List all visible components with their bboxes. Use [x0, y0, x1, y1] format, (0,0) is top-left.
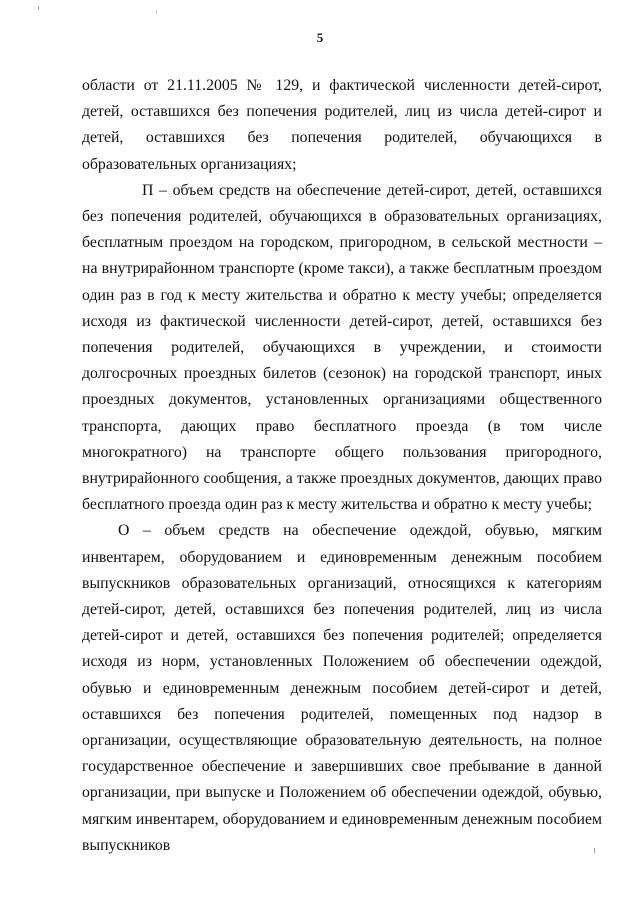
- scan-speck-top-left: [38, 6, 39, 10]
- paragraph-o-definition: О – объем средств на обеспечение одеждой, обувью, мягким инвентарем, оборудованием и единовременным денежным пособием выпускников образовательных организаций, относящихся к категориям детей-сирот, детей, оставшихся без попечения родителей, лиц из числа детей-сирот и детей, оставшихся без попечения родителей; определяется исходя из норм, установленных Положением об обеспечении одеждой, обувью и единовременным денежным пособием детей-сирот и детей, оставшихся без попечения родителей, помещенных под надзор в организации, осуществляющие образовательную деятельность, на полное государственное обеспечение и завершивших свое пребывание в данной организации, при выпуске и Положением об обеспечении одеждой, обувью, мягким инвентарем, оборудованием и единовременным денежным пособием выпускников: [82, 522, 602, 854]
- scan-speck-top: [156, 10, 157, 15]
- page-number: 5: [316, 30, 324, 45]
- paragraph-p-definition: П – объем средств на обеспечение детей-сирот, детей, оставшихся без попечения родителей, обучающихся в образовательных организациях, бесплатным проездом на городском, пригородном, в сельской местности – на внутрирайонном транспорте (кроме такси), а также бесплатным проездом один раз в год к месту жительства и обратно к месту учебы; определяется исходя из фактической численности детей-сирот, детей, оставшихся без попечения родителей, обучающихся в учреждении, и стоимости долгосрочных проездных билетов (сезонок) на городской транспорт, иных проездных документов, установленных организациями общественного транспорта, дающих право бесплатного проезда (в том числе многократного) на транспорте общего пользования пригородного, внутрирайонного сообщения, а также проездных документов, дающих право бесплатного проезда один раз к месту жительства и обратно к месту учебы;: [82, 181, 602, 514]
- paragraph-continuation: области от 21.11.2005 № 129, и фактической численности детей-сирот, детей, оставшихся без попечения родителей, лиц из числа детей-сирот и детей, оставшихся без попечения родителей, обучающихся в образовательных организациях;: [82, 77, 602, 173]
- document-body: [82, 73, 602, 859]
